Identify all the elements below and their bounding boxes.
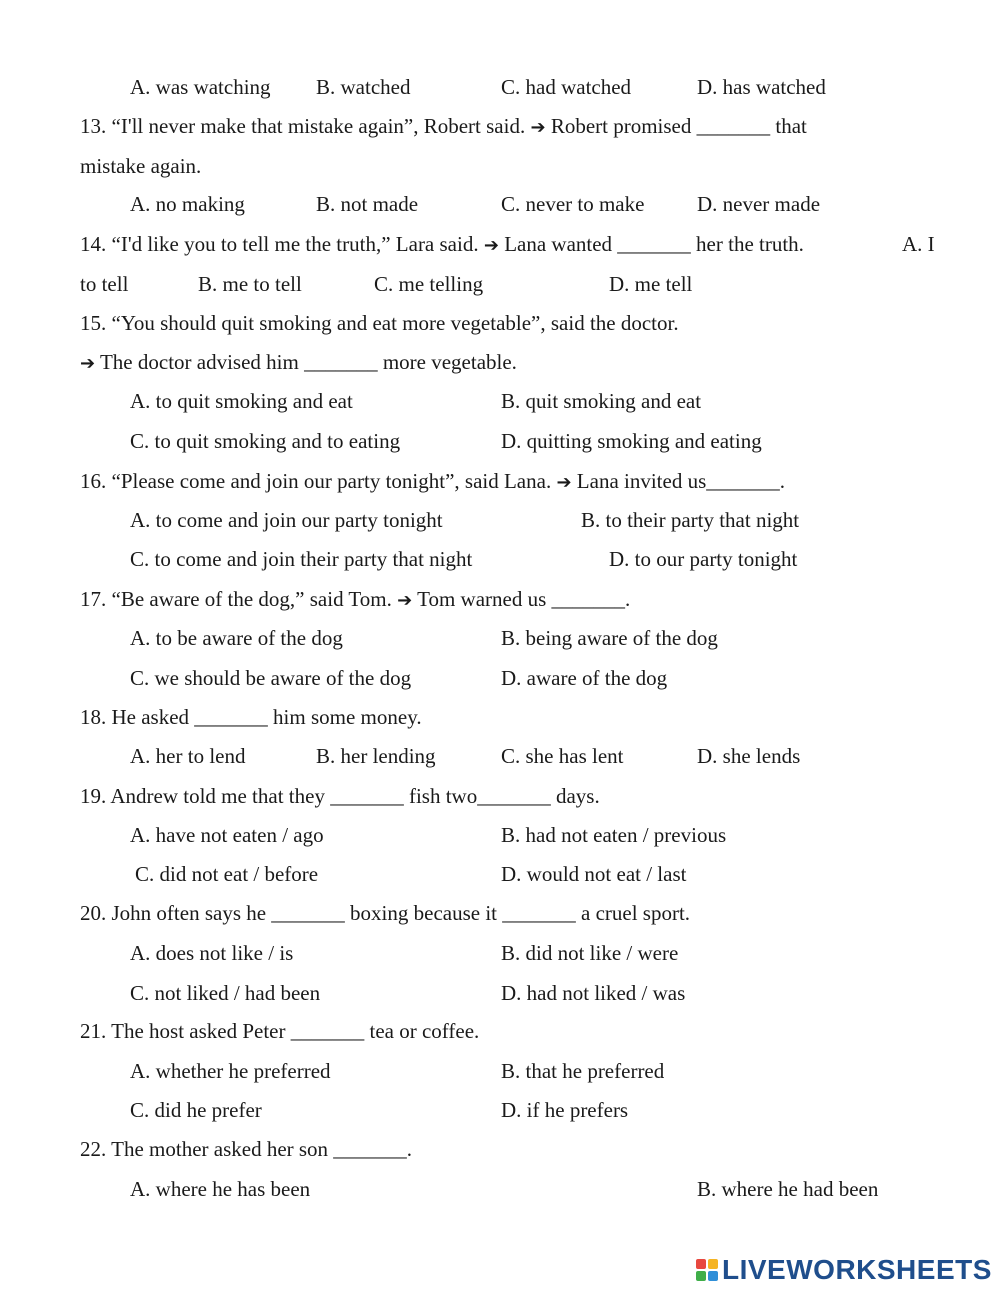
q14-option-a-end[interactable]: to tell (80, 272, 129, 296)
q20-option-b[interactable]: B. did not like / were (501, 941, 679, 965)
q15-stem: 15. “You should quit smoking and eat more vegetable”, said the doctor. (80, 311, 679, 335)
q18-option-c[interactable]: C. she has lent (501, 744, 624, 768)
q13-option-b[interactable]: B. not made (316, 192, 419, 216)
q18-stem: 18. He asked _______ him some money. (80, 705, 422, 729)
logo-mark-icon (696, 1259, 718, 1281)
q13-stem-cont: mistake again. (80, 154, 202, 178)
q16-option-c[interactable]: C. to come and join their party that night (130, 547, 473, 571)
q16-option-d[interactable]: D. to our party tonight (609, 547, 798, 571)
q14-stem (80, 231, 804, 259)
q15-option-d[interactable]: D. quitting smoking and eating (501, 429, 762, 453)
q20-option-c[interactable]: C. not liked / had been (130, 981, 321, 1005)
q19-option-b[interactable]: B. had not eaten / previous (501, 823, 727, 847)
q21-stem: 21. The host asked Peter _______ tea or coffee. (80, 1019, 480, 1043)
arrow-icon: ➔ (556, 472, 572, 493)
arrow-icon: ➔ (483, 235, 499, 256)
q13-stem-reported: Robert promised _______ that (550, 114, 807, 138)
q21-option-d[interactable]: D. if he prefers (501, 1098, 629, 1122)
logo-square (708, 1259, 718, 1269)
q12-option-c[interactable]: C. had watched (501, 75, 632, 99)
q14-option-a-start[interactable]: A. I (902, 232, 935, 256)
q17-option-b[interactable]: B. being aware of the dog (501, 626, 718, 650)
q19-option-c[interactable]: C. did not eat / before (135, 862, 319, 886)
q14-option-b[interactable]: B. me to tell (198, 272, 302, 296)
arrow-icon: ➔ (530, 117, 546, 138)
q18-option-d[interactable]: D. she lends (697, 744, 801, 768)
q16-option-b[interactable]: B. to their party that night (581, 508, 800, 532)
q22-stem: 22. The mother asked her son _______. (80, 1137, 413, 1161)
q18-option-a[interactable]: A. her to lend (130, 744, 246, 768)
q13-option-c[interactable]: C. never to make (501, 192, 645, 216)
q17-stem-reported: Tom warned us _______. (417, 587, 631, 611)
q17-stem (80, 586, 630, 614)
q16-stem (80, 468, 785, 496)
q12-option-a[interactable]: A. was watching (130, 75, 271, 99)
q20-option-d[interactable]: D. had not liked / was (501, 981, 686, 1005)
q12-option-d[interactable]: D. has watched (697, 75, 826, 99)
q15-option-a[interactable]: A. to quit smoking and eat (130, 389, 353, 413)
q20-option-a[interactable]: A. does not like / is (130, 941, 294, 965)
logo-square (696, 1271, 706, 1281)
q15-option-c[interactable]: C. to quit smoking and to eating (130, 429, 401, 453)
q14-stem-reported: Lana wanted _______ her the truth. (504, 232, 804, 256)
arrow-icon: ➔ (397, 590, 413, 611)
q13-stem-text: 13. “I'll never make that mistake again”, Robert said. (80, 114, 526, 138)
q20-stem: 20. John often says he _______ boxing because it _______ a cruel sport. (80, 901, 691, 925)
q18-option-b[interactable]: B. her lending (316, 744, 436, 768)
q14-option-d[interactable]: D. me tell (609, 272, 693, 296)
q15-stem-reported-text: The doctor advised him _______ more vegetable. (99, 350, 517, 374)
q14-stem-text: 14. “I'd like you to tell me the truth,” Lara said. (80, 232, 479, 256)
q19-option-a[interactable]: A. have not eaten / ago (130, 823, 324, 847)
q14-option-c[interactable]: C. me telling (374, 272, 484, 296)
q17-option-c[interactable]: C. we should be aware of the dog (130, 666, 412, 690)
q16-stem-reported: Lana invited us_______. (576, 469, 786, 493)
logo-square (708, 1271, 718, 1281)
q22-option-b[interactable]: B. where he had been (697, 1177, 879, 1201)
q17-stem-text: 17. “Be aware of the dog,” said Tom. (80, 587, 392, 611)
q16-option-a[interactable]: A. to come and join our party tonight (130, 508, 443, 532)
q13-option-d[interactable]: D. never made (697, 192, 821, 216)
logo-square (696, 1259, 706, 1269)
q15-option-b[interactable]: B. quit smoking and eat (501, 389, 702, 413)
q13-option-a[interactable]: A. no making (130, 192, 245, 216)
q19-option-d[interactable]: D. would not eat / last (501, 862, 687, 886)
q16-stem-text: 16. “Please come and join our party tonight”, said Lana. (80, 469, 552, 493)
q19-stem: 19. Andrew told me that they _______ fish two_______ days. (80, 784, 600, 808)
arrow-icon: ➔ (80, 353, 96, 374)
liveworksheets-logo (696, 1254, 992, 1286)
q21-option-a[interactable]: A. whether he preferred (130, 1059, 331, 1083)
q21-option-b[interactable]: B. that he preferred (501, 1059, 665, 1083)
q12-option-b[interactable]: B. watched (316, 75, 411, 99)
q17-option-a[interactable]: A. to be aware of the dog (130, 626, 343, 650)
logo-text: LIVEWORKSHEETS (722, 1254, 992, 1285)
q15-stem-reported (80, 349, 517, 377)
q21-option-c[interactable]: C. did he prefer (130, 1098, 262, 1122)
q22-option-a[interactable]: A. where he has been (130, 1177, 311, 1201)
q17-option-d[interactable]: D. aware of the dog (501, 666, 668, 690)
q13-stem (80, 113, 807, 141)
